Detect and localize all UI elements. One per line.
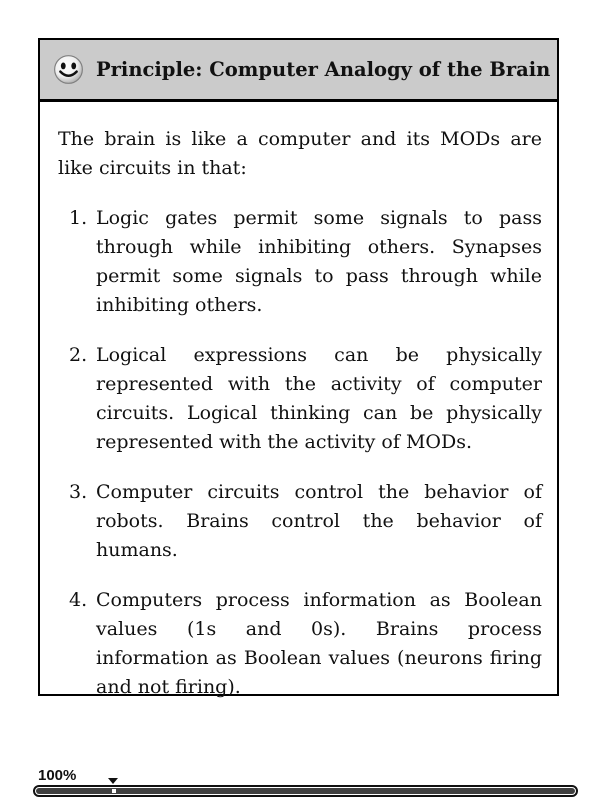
principle-card-title: Principle: Computer Analogy of the Brain (96, 58, 551, 81)
slider-thumb-dot[interactable] (112, 789, 116, 793)
principle-card-header (40, 40, 557, 102)
list-item-number: 1. (69, 207, 88, 229)
list-item-text: Computers process information as Boolean values (1s and 0s). Brains process information as Boolean values (neurons firing and not firing). (96, 589, 542, 698)
principle-card (38, 38, 559, 696)
list-item-number: 3. (69, 481, 88, 503)
list-item-text: Logic gates permit some signals to pass through while inhibiting others. Synapses permit some signals to pass through while inhibiting others. (96, 207, 542, 316)
list-item-number: 2. (69, 344, 88, 366)
list-item (58, 478, 542, 565)
slider-marker-icon[interactable] (108, 778, 118, 784)
zoom-percent-label: 100% (38, 767, 77, 784)
list-item-text: Logical expressions can be physically represented with the activity of computer circuits. Logical thinking can be physically represented with the activity of MODs. (96, 344, 542, 453)
progress-slider[interactable] (33, 785, 578, 797)
list-item (58, 204, 542, 320)
principle-card-body (40, 102, 557, 702)
list-item-text: Computer circuits control the behavior of robots. Brains control the behavior of humans. (96, 481, 542, 561)
principle-list (58, 204, 542, 702)
list-item-number: 4. (69, 589, 88, 611)
intro-paragraph: The brain is like a computer and its MODs are like circuits in that: (58, 128, 542, 179)
smiley-icon (53, 54, 84, 85)
progress-slider-fill (36, 788, 575, 794)
list-item (58, 341, 542, 457)
list-item (58, 586, 542, 702)
